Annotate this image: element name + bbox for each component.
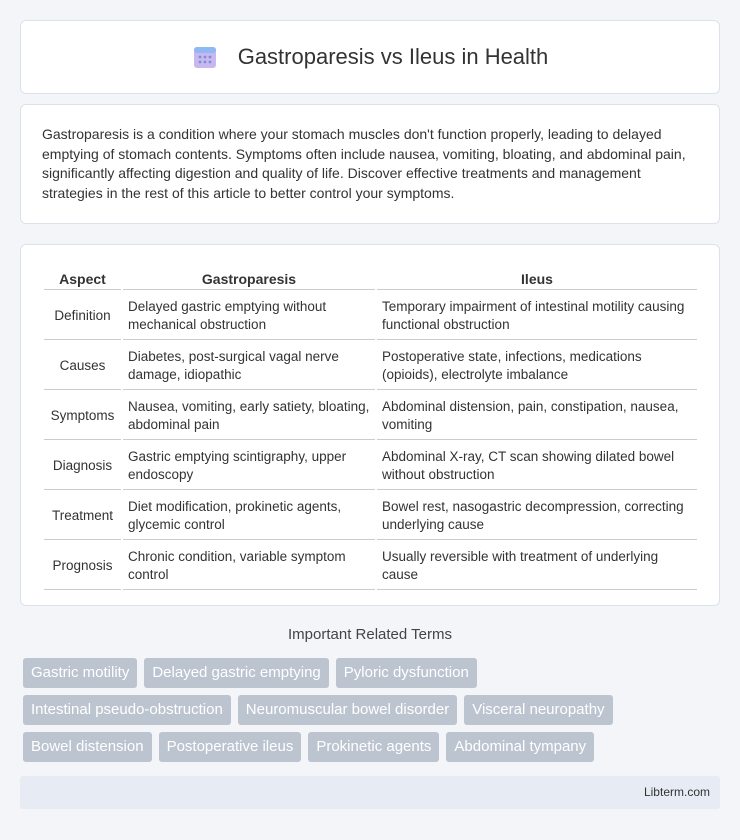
related-term-tag[interactable]: Prokinetic agents [308,732,439,762]
table-cell-ileus: Usually reversible with treatment of underlying cause [377,542,697,590]
table-cell-gastroparesis: Delayed gastric emptying without mechanical obstruction [123,292,375,340]
related-terms-title: Important Related Terms [288,626,452,643]
table-cell-ileus: Abdominal distension, pain, constipation, nausea, vomiting [377,392,697,440]
table-row [44,292,697,340]
table-cell-aspect: Symptoms [44,392,121,440]
calendar-grid-icon [192,44,218,70]
table-header-row [44,267,697,290]
related-term-tag[interactable]: Pyloric dysfunction [336,658,477,688]
comparison-table-card [20,244,720,606]
column-header: Aspect [44,267,121,290]
table-row [44,342,697,390]
table-cell-gastroparesis: Diabetes, post-surgical vagal nerve damage, idiopathic [123,342,375,390]
column-header: Gastroparesis [123,267,375,290]
related-term-tag[interactable]: Postoperative ileus [159,732,302,762]
related-term-tag[interactable]: Abdominal tympany [446,732,594,762]
table-cell-ileus: Temporary impairment of intestinal motility causing functional obstruction [377,292,697,340]
table-cell-gastroparesis: Nausea, vomiting, early satiety, bloating, abdominal pain [123,392,375,440]
tag-row [23,695,723,725]
column-header: Ileus [377,267,697,290]
tag-row [23,658,723,688]
tag-row [23,732,723,762]
table-cell-gastroparesis: Diet modification, prokinetic agents, glycemic control [123,492,375,540]
intro-paragraph: Gastroparesis is a condition where your stomach muscles don't function properly, leading to delayed emptying of stomach contents. Symptoms often include nausea, vomiting, bloating, and abdominal pain, significantly affecting digestion and quality of life. Discover effective treatments and management strategies in the rest of this article to better control your symptoms. [42,126,686,201]
comparison-table [42,265,699,592]
table-row [44,492,697,540]
related-term-tag[interactable]: Neuromuscular bowel disorder [238,695,457,725]
intro-card [20,104,720,224]
table-cell-aspect: Treatment [44,492,121,540]
table-cell-aspect: Causes [44,342,121,390]
table-cell-ileus: Abdominal X-ray, CT scan showing dilated bowel without obstruction [377,442,697,490]
table-cell-ileus: Postoperative state, infections, medications (opioids), electrolyte imbalance [377,342,697,390]
table-cell-aspect: Diagnosis [44,442,121,490]
table-row [44,442,697,490]
related-term-tag[interactable]: Visceral neuropathy [464,695,612,725]
page-title: Gastroparesis vs Ileus in Health [237,44,549,69]
table-row [44,542,697,590]
related-terms-list [23,658,723,769]
related-term-tag[interactable]: Delayed gastric emptying [144,658,328,688]
table-cell-gastroparesis: Chronic condition, variable symptom control [123,542,375,590]
table-cell-ileus: Bowel rest, nasogastric decompression, correcting underlying cause [377,492,697,540]
table-cell-gastroparesis: Gastric emptying scintigraphy, upper endoscopy [123,442,375,490]
header-card [20,20,720,94]
table-cell-aspect: Definition [44,292,121,340]
related-term-tag[interactable]: Gastric motility [23,658,137,688]
footer [20,776,720,809]
footer-link[interactable]: Libterm.com [643,785,710,799]
table-cell-aspect: Prognosis [44,542,121,590]
related-term-tag[interactable]: Bowel distension [23,732,152,762]
table-row [44,392,697,440]
related-term-tag[interactable]: Intestinal pseudo-obstruction [23,695,231,725]
